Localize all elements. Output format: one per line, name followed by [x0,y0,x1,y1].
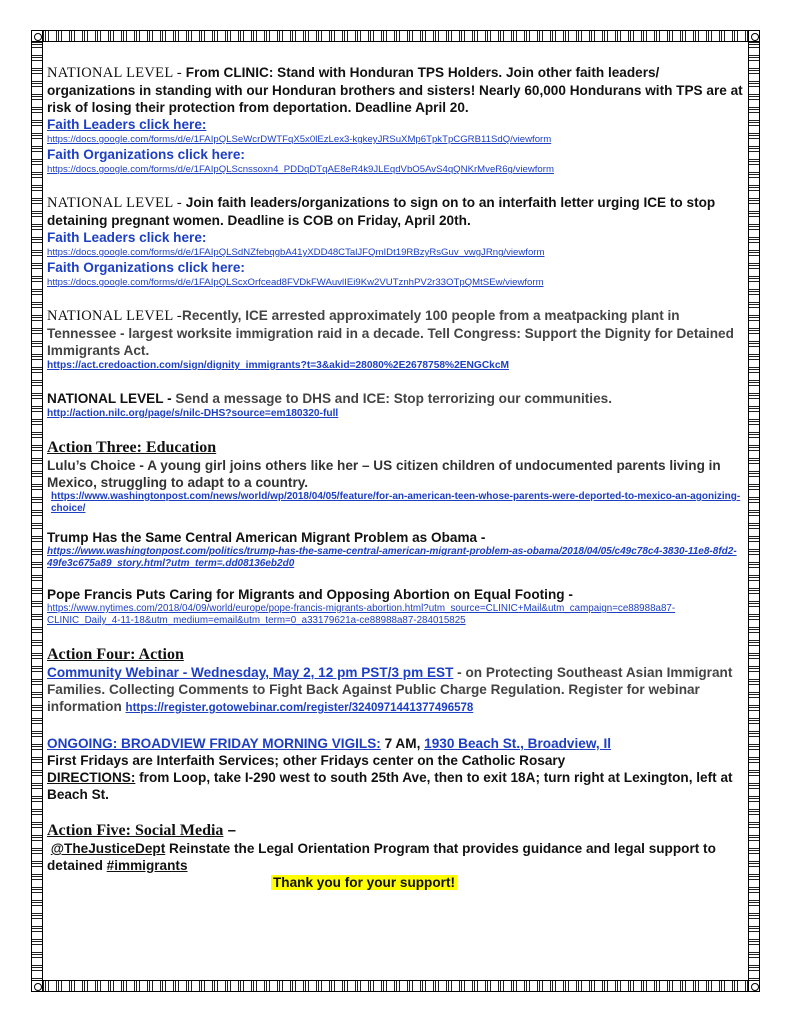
faith-leaders-label: Faith Leaders click here: [47,230,207,245]
vigil-link[interactable]: ONGOING: BROADVIEW FRIDAY MORNING VIGILS: [47,736,381,751]
paragraph-text: Recently, ICE arrested approximately 100 people from a meatpacking plant in Tennessee - largest worksite immigration raid in a decade. Tell Congress: Support the Dignity for Detained Immigrants Act. [47,308,734,358]
border-left [31,30,43,992]
hashtag[interactable]: #immigrants [106,858,188,873]
webinar-link[interactable]: Community Webinar - Wednesday, May 2, 12 pm PST/3 pm EST [47,665,454,680]
action-five-heading-line [47,821,747,840]
border-bottom [31,980,760,992]
paragraph [47,194,747,229]
action-three-heading: Action Three: Education [47,439,217,456]
corner-ornament [748,980,760,992]
pope-text: Pope Francis Puts Caring for Migrants and Opposing Abortion on Equal Footing - [47,587,573,602]
border-top [31,30,760,42]
lulu-link[interactable]: https://www.washingtonpost.com/news/world/wp/2018/04/05/feature/for-an-american-teen-whose-parents-were-deported-to-mexico-an-agonizing-choice/ [51,491,741,514]
paragraph [47,390,747,407]
corner-ornament [31,30,43,42]
vigil-address-link[interactable]: 1930 Beach St., Broadview, Il [424,736,612,751]
section-pregnant-women [47,194,747,289]
twitter-handle[interactable]: @TheJusticeDept [50,841,166,856]
section-action-three [47,438,747,515]
paragraph [47,307,747,359]
section-action-five [47,821,747,892]
paragraph-text: Join faith leaders/organizations to sign on to an interfaith letter urging ICE to stop detaining pregnant women. Deadline is COB on Friday, April 20th. [47,195,716,228]
credo-link[interactable]: https://act.credoaction.com/sign/dignity_immigrants?t=3&akid=28080%2E2678758%2ENGCkcM [47,360,509,371]
vigil-line [47,735,747,752]
section-ice-raid [47,307,747,372]
faith-orgs-label: Faith Organizations click here: [47,260,245,275]
thanks-line [47,874,747,892]
webinar-paragraph [47,664,747,717]
social-media-text: @TheJusticeDept Reinstate the Legal Orientation Program that provides guidance and legal support to detained #immigrants [47,841,716,873]
faith-leaders-link[interactable]: https://docs.google.com/forms/d/e/1FAIpQLSeWcrDWTFqX5x0lEzLex3-kgkeyJRSuXMp6TpkTpCGRB11SdQ/viewform [47,134,552,145]
section-trump-article [47,529,747,570]
section-honduran-tps [47,64,747,176]
lulu-text: Lulu’s Choice - A young girl joins others like her – US citizen children of undocumented parents living in Mexico, struggling to adapt to a country. [47,458,721,490]
document-body [47,64,747,892]
faith-orgs-label: Faith Organizations click here: [47,147,245,162]
directions [47,769,747,803]
corner-ornament [31,980,43,992]
paragraph [47,64,747,116]
faith-orgs-link[interactable]: https://docs.google.com/forms/d/e/1FAIpQLScnssoxn4_PDDqDTqAE8eR4k9JLEqdVbO5AvS4qQNKrMveR6g/viewform [47,164,554,175]
level-label: NATIONAL LEVEL - [47,65,182,81]
faith-orgs-link[interactable]: https://docs.google.com/forms/d/e/1FAIpQLScxOrfcead8FVDkFWAuvlIEi9Kw2VUTznhPV2r33OTpQMtSEw/viewform [47,277,544,288]
vigil-time: 7 AM, [380,736,425,751]
directions-text: from Loop, take I-290 west to south 25th Ave, then to exit 18A; turn right at Lexington, left at Beach St. [47,770,733,802]
level-label: NATIONAL LEVEL - [47,308,182,324]
thank-you-highlight: Thank you for your support! [273,875,456,890]
action-four-heading: Action Four: Action [47,646,184,663]
level-label: NATIONAL LEVEL - [47,195,182,211]
level-label: NATIONAL LEVEL - [47,391,172,406]
faith-leaders-label: Faith Leaders click here: [47,117,207,132]
border-right [748,30,760,992]
paragraph-text: Send a message to DHS and ICE: Stop terrorizing our communities. [171,391,612,406]
vigil-description: First Fridays are Interfaith Services; other Fridays center on the Catholic Rosary [47,753,566,768]
nilc-link[interactable]: http://action.nilc.org/page/s/nilc-DHS?source=em180320-full [47,408,339,419]
paragraph-text: From CLINIC: Stand with Honduran TPS Holders. Join other faith leaders/ organizations in standing with our Honduran brothers and sisters! Nearly 60,000 Hondurans with TPS are at risk of losing their protection from deportation. Deadline April 20. [47,65,743,115]
webinar-text: - on Protecting Southeast Asian Immigrant Families. Collecting Comments to Fight Back Against Public Charge Regulation. Register for webinar information [47,665,733,714]
section-action-four [47,645,747,717]
section-vigils [47,735,747,803]
action-five-heading: Action Five: Social Media [47,822,224,839]
directions-label: DIRECTIONS: [47,770,136,785]
section-pope-article [47,586,747,627]
trump-link[interactable]: https://www.washingtonpost.com/politics/trump-has-the-same-central-american-migrant-problem-as-obama/2018/04/05/c49c78c4-3830-11e8-8fd2-49fe3c675a89_story.html?utm_term=.dd08136eb2d0 [47,546,737,569]
pope-link[interactable]: https://www.nytimes.com/2018/04/09/world/europe/pope-francis-migrants-abortion.html?utm_source=CLINIC+Mail&utm_campaign=ce88988a87-CLINIC_Daily_4-11-18&utm_medium=email&utm_term=0_a33179621a-ce88988a87-284015825 [47,603,676,626]
webinar-register-link[interactable]: https://register.gotowebinar.com/register/3240971441377496578 [125,702,474,714]
heading-dash: – [223,822,236,839]
section-dhs-message [47,390,747,420]
faith-leaders-link[interactable]: https://docs.google.com/forms/d/e/1FAIpQLSdNZfebqgbA41yXDD48CTalJFQmIDt19RBzyRsGuv_vwgJRng/viewform [47,247,545,258]
corner-ornament [748,30,760,42]
trump-text: Trump Has the Same Central American Migrant Problem as Obama - [47,530,486,545]
